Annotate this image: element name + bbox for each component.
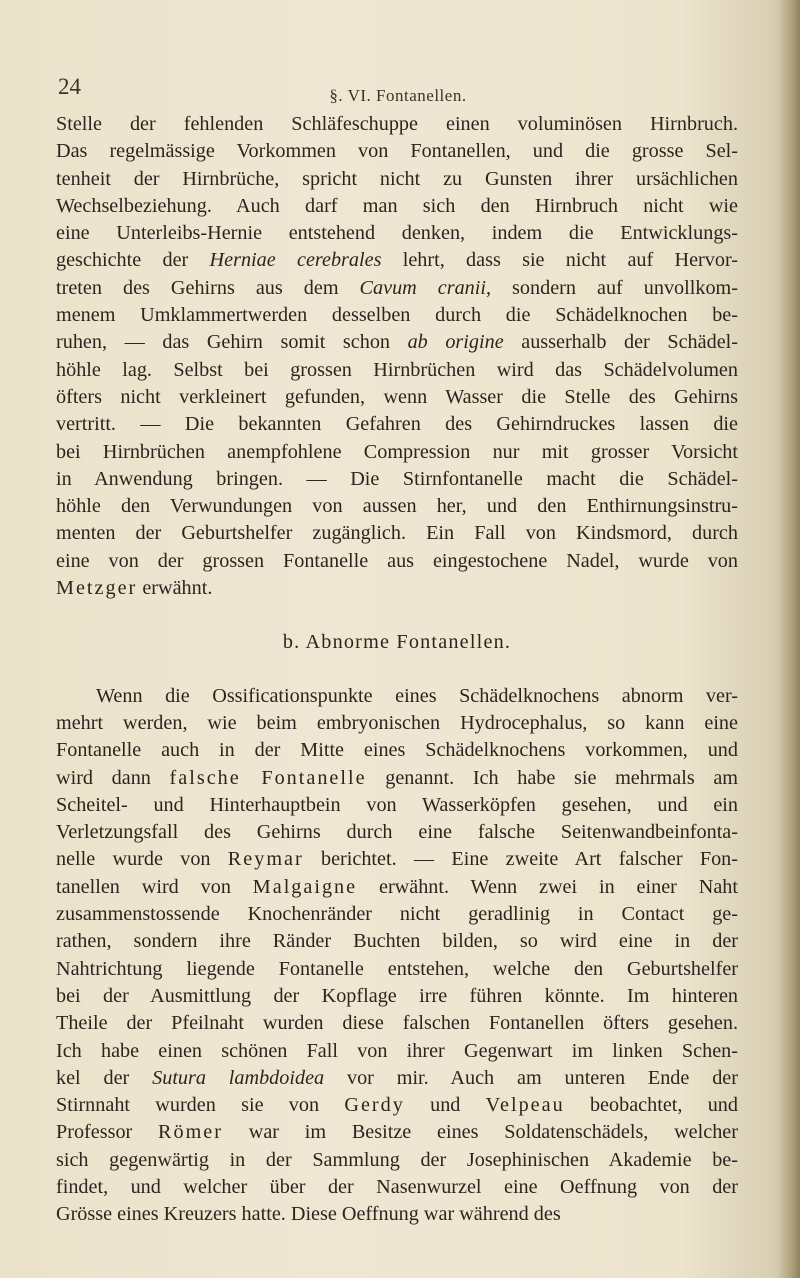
text-line: Fontanelle auch in der Mitte eines Schädelknochens vorkommen, und <box>56 739 738 762</box>
text-line: tanellen wird von Malgaigne erwähnt. Wenn zwei in einer Naht <box>56 875 738 898</box>
body-text <box>56 111 738 1229</box>
text-line: nelle wurde von Reymar berichtet. — Eine zweite Art falscher Fon- <box>56 848 738 871</box>
text-line: mehrt werden, wie beim embryonischen Hydrocephalus, so kann eine <box>56 711 738 734</box>
text-line: bei der Ausmittlung der Kopflage irre führen könnte. Im hinteren <box>56 984 738 1007</box>
text-line: Scheitel- und Hinterhauptbein von Wasserköpfen gesehen, und ein <box>56 793 738 816</box>
text-line: wird dann falsche Fontanelle genannt. Ich habe sie mehrmals am <box>56 766 738 789</box>
paragraph-1 <box>56 111 738 602</box>
text-line: Grösse eines Kreuzers hatte. Diese Oeffnung war während des <box>56 1203 561 1226</box>
text-line: vertritt. — Die bekannten Gefahren des Gehirndruckes lassen die <box>56 413 738 436</box>
text-line: ruhen, — das Gehirn somit schon ab origine ausserhalb der Schädel- <box>56 331 738 354</box>
text-line: in Anwendung bringen. — Die Stirnfontanelle macht die Schädel- <box>56 467 738 490</box>
text-line: Professor Römer war im Besitze eines Soldatenschädels, welcher <box>56 1121 738 1144</box>
section-heading: b. Abnorme Fontanellen. <box>282 631 512 654</box>
text-line: höhle den Verwundungen von aussen her, und den Enthirnungsinstru- <box>56 495 738 518</box>
text-line: findet, und welcher über der Nasenwurzel eine Oeffnung von der <box>56 1175 738 1198</box>
text-line: Das regelmässige Vorkommen von Fontanellen, und die grosse Sel- <box>56 140 738 163</box>
text-line: Stirnnaht wurden sie von Gerdy und Velpeau beobachtet, und <box>56 1094 738 1117</box>
page-edge-shadow <box>778 0 800 1278</box>
text-line: Nahtrichtung liegende Fontanelle entstehen, welche den Geburtshelfer <box>56 957 738 980</box>
page-header <box>58 74 738 104</box>
text-line: eine Unterleibs-Hernie entstehend denken, indem die Entwicklungs- <box>56 222 738 245</box>
text-line: Wenn die Ossificationspunkte eines Schädelknochens abnorm ver- <box>96 684 738 707</box>
text-line: menten der Geburtshelfer zugänglich. Ein Fall von Kindsmord, durch <box>56 522 738 545</box>
text-line: Verletzungsfall des Gehirns durch eine falsche Seitenwandbeinfonta- <box>56 821 738 844</box>
text-line: Theile der Pfeilnaht wurden diese falschen Fontanellen öfters gesehen. <box>56 1012 738 1035</box>
text-line: treten des Gehirns aus dem Cavum cranii, sondern auf unvollkom- <box>56 276 738 299</box>
running-head: §. VI. Fontanellen. <box>329 86 467 105</box>
text-line: tenheit der Hirnbrüche, spricht nicht zu Gunsten ihrer ursächlichen <box>56 167 738 190</box>
text-line: geschichte der Herniae cerebrales lehrt, dass sie nicht auf Hervor- <box>56 249 738 272</box>
page-number: 24 <box>58 74 81 99</box>
paragraph-2 <box>56 683 738 1229</box>
text-line: zusammenstossende Knochenränder nicht geradlinig in Contact ge- <box>56 903 738 926</box>
text-line: bei Hirnbrüchen anempfohlene Compression nur mit grosser Vorsicht <box>56 440 738 463</box>
text-line: kel der Sutura lambdoidea vor mir. Auch am unteren Ende der <box>56 1066 738 1089</box>
text-line: öfters nicht verkleinert gefunden, wenn Wasser die Stelle des Gehirns <box>56 385 738 408</box>
text-line: rathen, sondern ihre Ränder Buchten bilden, so wird eine in der <box>56 930 738 953</box>
text-line: höhle lag. Selbst bei grossen Hirnbrüchen wird das Schädelvolumen <box>56 358 738 381</box>
text-line: sich gegenwärtig in der Sammlung der Josephinischen Akademie be- <box>56 1148 738 1171</box>
text-line: eine von der grossen Fontanelle aus eingestochene Nadel, wurde von <box>56 549 738 572</box>
text-line: Stelle der fehlenden Schläfeschuppe einen voluminösen Hirnbruch. <box>56 113 738 135</box>
text-line: Wechselbeziehung. Auch darf man sich den Hirnbruch nicht wie <box>56 194 738 217</box>
text-line: Metzger erwähnt. <box>56 577 213 600</box>
text-line: menem Umklammertwerden desselben durch die Schädelknochen be- <box>56 304 738 327</box>
text-line: Ich habe einen schönen Fall von ihrer Gegenwart im linken Schen- <box>56 1039 738 1062</box>
